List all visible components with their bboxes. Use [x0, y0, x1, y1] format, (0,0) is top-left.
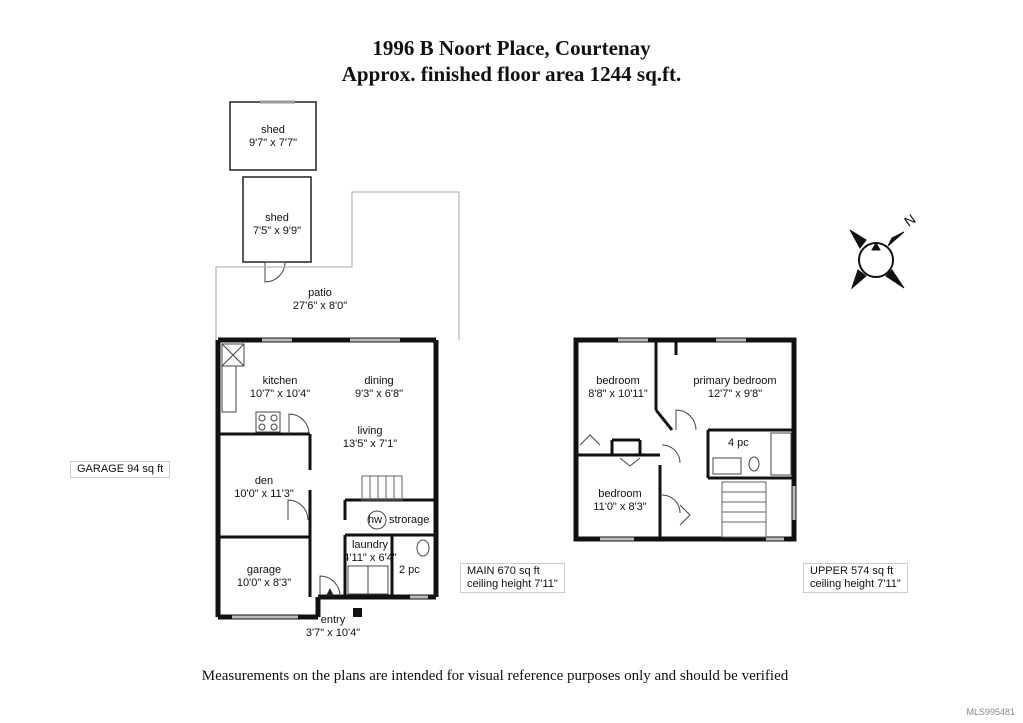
garage-label: garage 10'0" x 8'3": [236, 564, 292, 589]
2pc-label: 2 pc: [399, 564, 420, 576]
kitchen-label: kitchen 10'7" x 10'4": [249, 375, 311, 400]
shed-2-label: shed 7'5" x 9'9": [252, 212, 302, 237]
disclaimer-text: Measurements on the plans are intended for visual reference purposes only and should be verified: [201, 668, 789, 684]
north-label: N: [901, 210, 919, 230]
garage-area-box: GARAGE 94 sq ft: [70, 461, 170, 478]
mls-number: MLS995481: [966, 707, 1015, 717]
bedroom-2-label: bedroom 11'0" x 8'3": [593, 488, 647, 513]
main-area-box: MAIN 670 sq ft ceiling height 7'11": [460, 563, 565, 593]
den-label: den 10'0" x 11'3": [234, 475, 294, 500]
compass-rose: [850, 230, 904, 288]
storage-label: strorage: [389, 514, 430, 526]
laundry-label: laundry 4'11" x 6'4": [343, 539, 397, 564]
dining-label: dining 9'3" x 6'8": [354, 375, 404, 400]
upper-area-box: UPPER 574 sq ft ceiling height 7'11": [803, 563, 908, 593]
address-title: 1996 B Noort Place, Courtenay: [372, 36, 651, 60]
entry-label: entry 3'7" x 10'4": [305, 614, 361, 639]
floor-area-title: Approx. finished floor area 1244 sq.ft.: [341, 62, 682, 86]
shed-1-label: shed 9'7" x 7'7": [248, 124, 298, 149]
bedroom-1-label: bedroom 8'8" x 10'11": [588, 375, 648, 400]
4pc-label: 4 pc: [728, 437, 749, 449]
primary-bedroom-label: primary bedroom 12'7" x 9'8": [693, 375, 777, 400]
living-label: living 13'5" x 7'1": [342, 425, 398, 450]
patio-label: patio 27'6" x 8'0": [292, 287, 348, 312]
hw-label: hw: [368, 514, 383, 526]
